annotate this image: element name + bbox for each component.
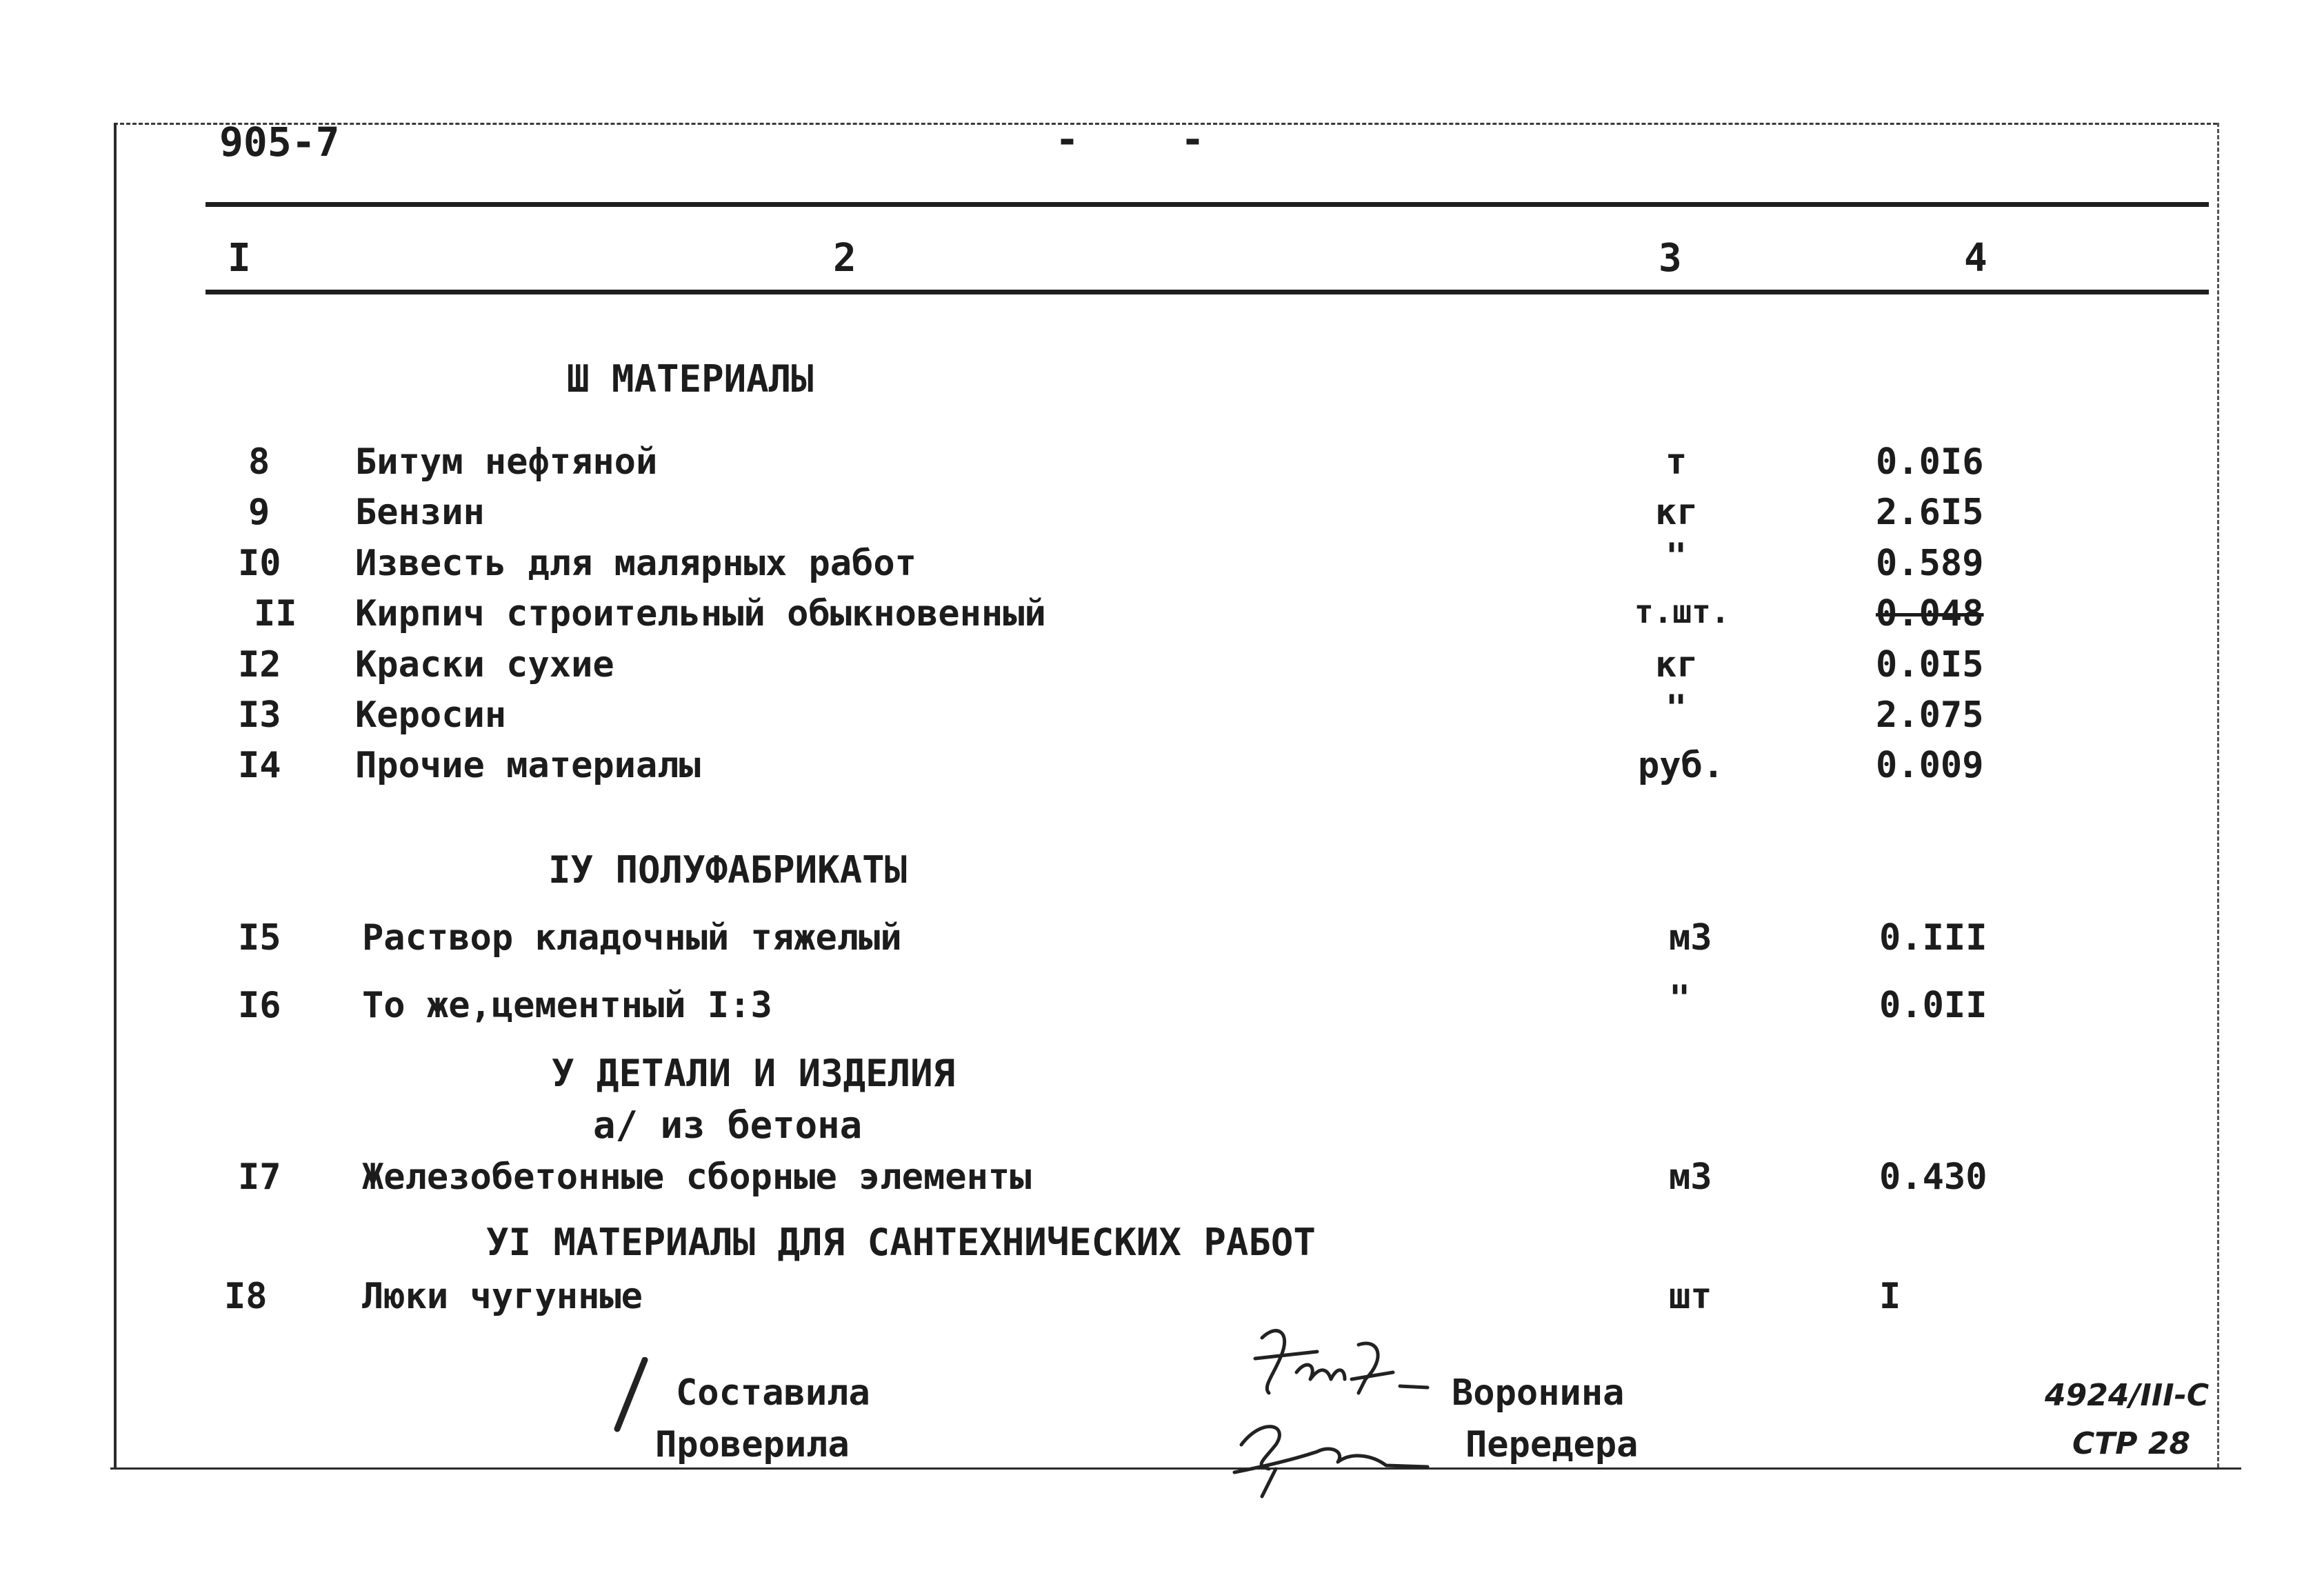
row-unit: " xyxy=(1669,978,1691,1019)
row-quantity: 0.0I5 xyxy=(1876,644,1984,685)
row-unit: " xyxy=(1665,536,1687,577)
row-unit: кг xyxy=(1655,492,1699,533)
row-quantity: 0.430 xyxy=(1879,1156,1987,1198)
row-name: Железобетонные сборные элементы xyxy=(362,1156,1032,1198)
row-number: I0 xyxy=(238,543,281,584)
frame-left-border xyxy=(114,123,117,1467)
compiled-by-name: Воронина xyxy=(1452,1372,1625,1414)
row-number: I6 xyxy=(238,985,281,1026)
compiled-by-label: Составила xyxy=(676,1372,870,1414)
row-unit: " xyxy=(1665,688,1687,729)
checked-by-label: Проверила xyxy=(655,1424,850,1465)
row-number: I8 xyxy=(224,1276,268,1317)
row-quantity: 0.0II xyxy=(1879,985,1987,1026)
row-number: I2 xyxy=(238,644,281,685)
row-unit: м3 xyxy=(1669,917,1712,959)
frame-bottom-border xyxy=(110,1467,2241,1470)
row-unit: м3 xyxy=(1669,1156,1712,1198)
section-heading-plumbing: УI МАТЕРИАЛЫ ДЛЯ САНТЕХНИЧЕСКИХ РАБОТ xyxy=(486,1221,1316,1264)
header-dash-1: - xyxy=(1055,116,1079,163)
row-number: 8 xyxy=(248,441,270,483)
row-unit: руб. xyxy=(1638,745,1725,786)
row-unit: т xyxy=(1665,441,1687,483)
section-heading-semi-finished: IУ ПОЛУФАБРИКАТЫ xyxy=(548,848,908,892)
frame-top-border xyxy=(114,123,2217,125)
row-number: I3 xyxy=(238,694,281,736)
row-unit: т.шт. xyxy=(1634,593,1730,630)
row-name: Кирпич строительный обыкновенный xyxy=(355,593,1046,634)
row-quantity: I xyxy=(1879,1276,1901,1317)
table-header-bottom-rule xyxy=(206,290,2209,294)
section-subheading-concrete: а/ из бетона xyxy=(593,1103,863,1147)
header-dash-2: - xyxy=(1181,116,1205,163)
row-name: Керосин xyxy=(355,694,507,736)
row-number: I5 xyxy=(238,917,281,959)
row-quantity: 2.6I5 xyxy=(1876,492,1984,533)
row-number: 9 xyxy=(248,492,270,533)
row-quantity: 0.0I6 xyxy=(1876,441,1984,483)
pen-stroke-mark xyxy=(610,1357,652,1433)
signature-checker xyxy=(1214,1403,1434,1500)
table-header-top-rule xyxy=(206,202,2209,207)
row-name: Раствор кладочный тяжелый xyxy=(362,917,902,959)
stamp-line-1: 4924/III-C xyxy=(2045,1378,2210,1413)
section-heading-materials: Ш МАТЕРИАЛЫ xyxy=(567,357,814,401)
column-header-3: 3 xyxy=(1659,236,1682,281)
frame-right-border xyxy=(2217,123,2219,1467)
row-quantity: 0.589 xyxy=(1876,543,1984,584)
row-number: I4 xyxy=(238,745,281,786)
row-unit: шт xyxy=(1669,1276,1712,1317)
row-quantity: 2.075 xyxy=(1876,694,1984,736)
row-unit: кг xyxy=(1655,644,1699,685)
stamp-line-2: СТР 28 xyxy=(2072,1426,2191,1461)
column-header-4: 4 xyxy=(1964,236,1987,281)
row-name: То же,цементный I:3 xyxy=(362,985,772,1026)
row-name: Прочие материалы xyxy=(355,745,701,786)
signature-compiler xyxy=(1241,1310,1448,1414)
row-name: Бензин xyxy=(355,492,485,533)
row-name: Известь для малярных работ xyxy=(355,543,916,584)
column-header-1: I xyxy=(228,236,251,281)
row-name: Битум нефтяной xyxy=(355,441,658,483)
row-quantity: 0.048 xyxy=(1876,593,1984,634)
document-code: 905-7 xyxy=(219,119,340,166)
section-heading-details: У ДЕТАЛИ И ИЗДЕЛИЯ xyxy=(552,1052,956,1095)
row-name: Краски сухие xyxy=(355,644,614,685)
checked-by-name: Передера xyxy=(1465,1424,1639,1465)
row-number: II xyxy=(254,593,297,634)
row-quantity: 0.009 xyxy=(1876,745,1984,786)
row-quantity: 0.III xyxy=(1879,917,1987,959)
row-number: I7 xyxy=(238,1156,281,1198)
column-header-2: 2 xyxy=(833,236,857,281)
row-name: Люки чугунные xyxy=(362,1276,643,1317)
